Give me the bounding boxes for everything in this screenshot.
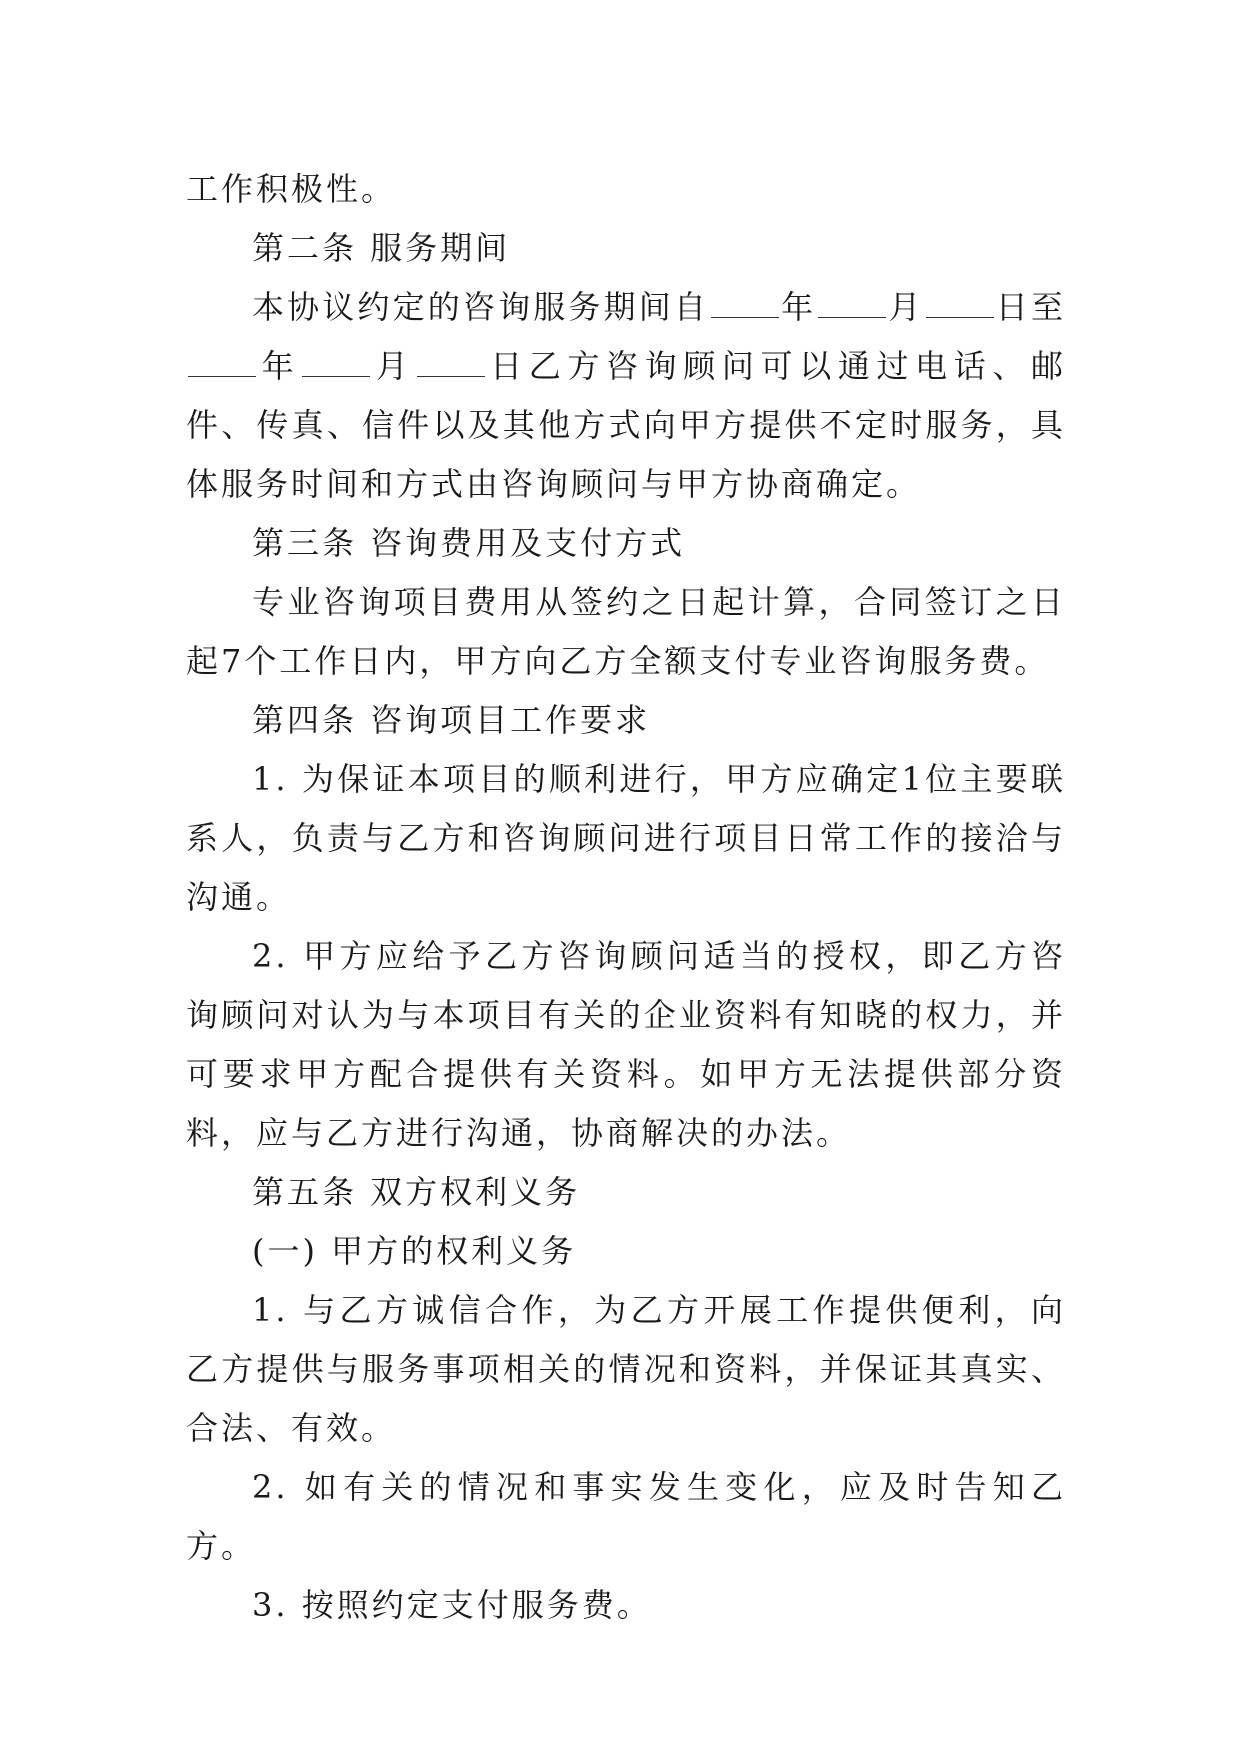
blank-line bbox=[711, 291, 779, 318]
document-body bbox=[186, 160, 1066, 1635]
article-4-item-1: 1. 为保证本项目的顺利进行，甲方应确定1位主要联系人，负责与乙方和咨询顾问进行项目日常工作的接洽与沟通。 bbox=[186, 760, 1066, 916]
article-5-heading: 第五条 双方权利义务 bbox=[252, 1173, 581, 1211]
article-5-item-1: 1. 与乙方诚信合作，为乙方开展工作提供便利，向乙方提供与服务事项相关的情况和资料，并保证其真实、合法、有效。 bbox=[186, 1291, 1066, 1447]
article-5-subheading-party-a: (一) 甲方的权利义务 bbox=[252, 1232, 577, 1270]
month-label: 月 bbox=[372, 347, 415, 385]
year-label: 年 bbox=[258, 347, 301, 385]
year-label: 年 bbox=[781, 288, 817, 326]
article-4-item-2: 2. 甲方应给予乙方咨询顾问适当的授权，即乙方咨询顾问对认为与本项目有关的企业资料有知晓的权力，并可要求甲方配合提供有关资料。如甲方无法提供部分资料，应与乙方进行沟通，协商解决的办法。 bbox=[186, 937, 1066, 1152]
article-5-item-3: 3. 按照约定支付服务费。 bbox=[252, 1586, 652, 1624]
article-2-paragraph bbox=[186, 278, 1066, 514]
blank-line bbox=[302, 350, 370, 377]
paragraph-continuation: 工作积极性。 bbox=[186, 170, 397, 208]
blank-line bbox=[417, 350, 485, 377]
article-3-heading: 第三条 咨询费用及支付方式 bbox=[252, 524, 686, 562]
blank-line bbox=[818, 291, 886, 318]
article-3-paragraph: 专业咨询项目费用从签约之日起计算，合同签订之日起7个工作日内，甲方向乙方全额支付专业咨询服务费。 bbox=[186, 583, 1066, 680]
day-to-label: 日至 bbox=[995, 288, 1066, 326]
article-4-heading: 第四条 咨询项目工作要求 bbox=[252, 701, 651, 739]
article-2-heading: 第二条 服务期间 bbox=[252, 229, 511, 267]
service-period-intro: 本协议约定的咨询服务期间自 bbox=[252, 288, 710, 326]
month-label: 月 bbox=[888, 288, 924, 326]
article-5-item-2: 2. 如有关的情况和事实发生变化，应及时告知乙方。 bbox=[186, 1468, 1066, 1565]
blank-line bbox=[926, 291, 994, 318]
blank-line bbox=[188, 350, 256, 377]
service-period-rest: 日乙方咨询顾问可以通过电话、邮件、传真、信件以及其他方式向甲方提供不定时服务，具体服务时间和方式由咨询顾问与甲方协商确定。 bbox=[186, 347, 1066, 503]
